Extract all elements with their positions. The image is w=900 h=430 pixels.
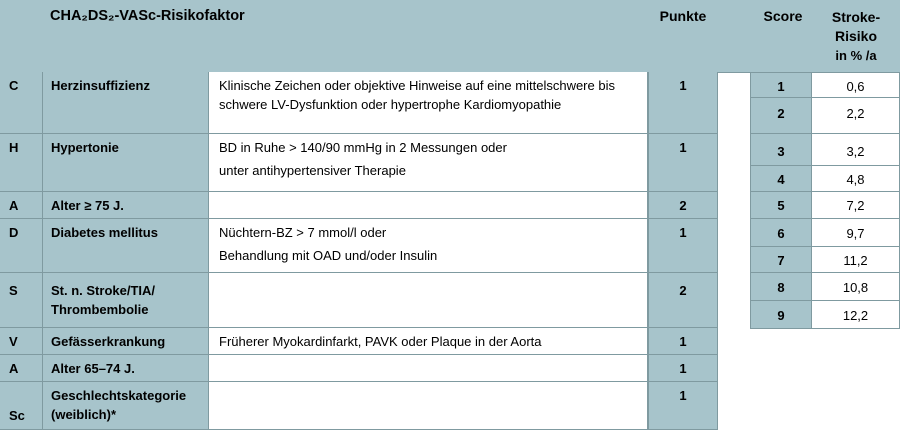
- header-factor: CHA₂DS₂-VASc-Risikofaktor: [50, 8, 245, 24]
- factor-letter: V: [0, 328, 42, 355]
- factor-points: 1: [648, 72, 718, 134]
- score-value: 3: [750, 134, 812, 166]
- factor-name: Gefässerkrankung: [42, 328, 208, 355]
- table-header: [0, 0, 900, 73]
- factor-description: Früherer Myokardinfarkt, PAVK oder Plaque in der Aorta: [208, 328, 648, 355]
- stroke-risk-value: 3,2: [812, 134, 900, 166]
- factor-description: [208, 273, 648, 328]
- stroke-risk-value: 2,2: [812, 98, 900, 134]
- header-score: Score: [763, 8, 803, 24]
- factor-letter: A: [0, 192, 42, 219]
- stroke-risk-value: 11,2: [812, 247, 900, 273]
- factor-letter: H: [0, 134, 42, 192]
- stroke-risk-value: 0,6: [812, 72, 900, 98]
- factor-points: 2: [648, 273, 718, 328]
- factor-points: 1: [648, 355, 718, 382]
- factor-desc-line2: Behandlung mit OAD und/oder Insulin: [219, 248, 438, 263]
- factor-letter: D: [0, 219, 42, 273]
- header-risk: [812, 8, 900, 65]
- stroke-risk-value: 10,8: [812, 273, 900, 301]
- factor-desc-line2: unter antihypertensiver Therapie: [219, 163, 406, 178]
- stroke-risk-value: 9,7: [812, 219, 900, 247]
- score-value: 7: [750, 247, 812, 273]
- factor-description: [208, 219, 648, 273]
- factor-desc-line1: Nüchtern-BZ > 7 mmol/l oder: [219, 225, 387, 240]
- score-value: 5: [750, 192, 812, 219]
- factor-desc-line1: Klinische Zeichen oder objektive Hinweise auf eine mittelschwere bis schwere LV-Dysfunktion oder hypertrophe Kardiomyopathie: [219, 78, 615, 112]
- header-risk-line1: Stroke-: [831, 9, 881, 25]
- factor-name: Alter ≥ 75 J.: [42, 192, 208, 219]
- factor-letter: A: [0, 355, 42, 382]
- factor-description: [208, 355, 648, 382]
- header-risk-line2: Risiko: [834, 28, 877, 44]
- score-value: 8: [750, 273, 812, 301]
- stroke-risk-value: 4,8: [812, 166, 900, 192]
- factor-points: 2: [648, 192, 718, 219]
- score-value: 6: [750, 219, 812, 247]
- factor-description: [208, 134, 648, 192]
- factor-name: St. n. Stroke/TIA/ Thrombembolie: [42, 273, 208, 328]
- factor-points: 1: [648, 134, 718, 192]
- factor-desc-line1: BD in Ruhe > 140/90 mmHg in 2 Messungen oder: [219, 140, 507, 155]
- score-value: 1: [750, 72, 812, 98]
- factor-points: 1: [648, 382, 718, 430]
- factor-points: 1: [648, 219, 718, 273]
- score-value: 4: [750, 166, 812, 192]
- stroke-risk-value: 7,2: [812, 192, 900, 219]
- factor-description: [208, 192, 648, 219]
- factor-name: Alter 65–74 J.: [42, 355, 208, 382]
- score-value: 2: [750, 98, 812, 134]
- factor-name: Hypertonie: [42, 134, 208, 192]
- header-risk-unit: in % /a: [835, 48, 877, 63]
- factor-letter: S: [0, 273, 42, 328]
- score-value: 9: [750, 301, 812, 329]
- factor-name: Diabetes mellitus: [42, 219, 208, 273]
- factor-description: [208, 72, 648, 134]
- factor-name: Herzinsuffizienz: [42, 72, 208, 134]
- factor-description: [208, 382, 648, 430]
- stroke-risk-value: 12,2: [812, 301, 900, 329]
- factor-letter: C: [0, 72, 42, 134]
- header-points: Punkte: [659, 8, 707, 24]
- factor-name: Geschlechtskategorie (weiblich)*: [42, 382, 208, 430]
- factor-letter: Sc: [0, 382, 42, 430]
- factor-points: 1: [648, 328, 718, 355]
